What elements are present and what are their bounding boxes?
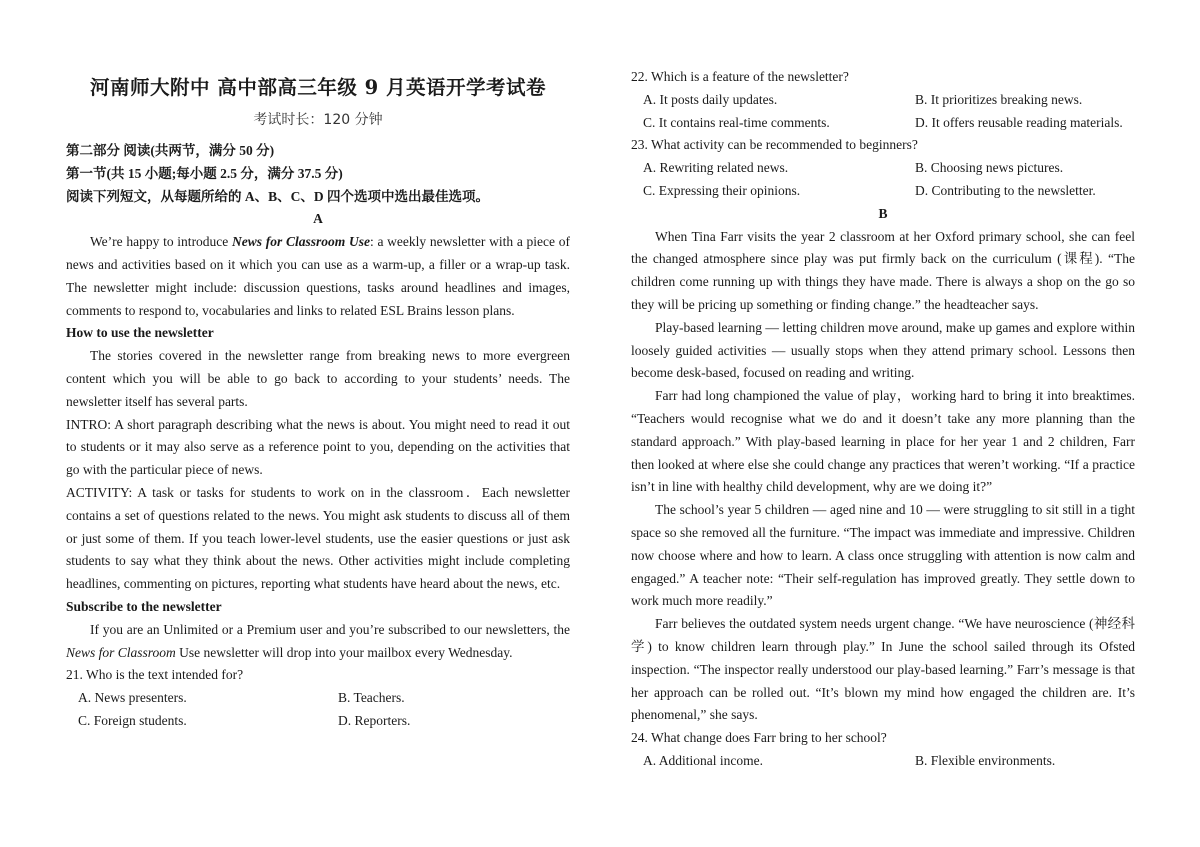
question-21-options-row-1 <box>66 687 570 710</box>
option-d: D. Reporters. <box>338 712 411 728</box>
option-a: A. Rewriting related news. <box>643 160 789 176</box>
question-23-options-row-2 <box>631 180 1135 203</box>
left-column <box>66 140 570 733</box>
exam-duration: 考试时长：120 分钟 <box>253 112 383 128</box>
question-23: 23. What activity can be recommended to beginners? <box>631 137 918 153</box>
heading-how-to-use: How to use the newsletter <box>66 325 214 341</box>
newsletter-name: News for Classroom Use <box>232 234 370 250</box>
instruction: 阅读下列短文，从每题所给的 A、B、C、D 四个选项中选出最佳选项。 <box>66 188 490 204</box>
p5-text-end: Use newsletter will drop into your mailbox every Wednesday. <box>175 644 513 660</box>
right-column <box>631 66 1135 773</box>
question-22-options-row-2 <box>631 112 1135 135</box>
heading-subscribe: Subscribe to the newsletter <box>66 598 222 614</box>
question-22-options-row-1 <box>631 89 1135 112</box>
option-a: A. News presenters. <box>78 690 187 706</box>
option-c: C. Expressing their opinions. <box>643 182 801 198</box>
exam-title: 河南师大附中 高中部高三年级 9 月英语开学考试卷 <box>90 76 546 99</box>
option-b: B. Choosing news pictures. <box>915 160 1064 176</box>
p1-text-end: : a weekly newsletter with a piece of news and activities based on it which you can use as a warm-up, a filler or a wrap-up task. The newsletter might include: discussion questions, tasks around headlines and images, comments to respond to, vocabularies and links to related ESL Brains lesson plans. <box>66 234 570 318</box>
option-d: D. Contributing to the newsletter. <box>915 182 1096 198</box>
option-c: C. It contains real-time comments. <box>643 114 830 130</box>
part-heading: 第二部分 阅读(共两节，满分 50 分) <box>66 143 275 158</box>
option-b: B. Flexible environments. <box>915 752 1056 768</box>
newsletter-name-2: News for Classroom <box>66 644 176 660</box>
question-24-options-row-1 <box>631 750 1135 773</box>
question-21-options-row-2 <box>66 710 570 733</box>
passage-b-paragraph-2: Play-based learning — letting children move around, make up games and explore within loosely guided activities — usually stops when they attend primary school. Lessons then become desk-based, focused on reading and writing. <box>631 319 1135 381</box>
question-21: 21. Who is the text intended for? <box>66 667 244 683</box>
option-d: D. It offers reusable reading materials. <box>915 114 1123 130</box>
passage-a-activity: ACTIVITY: A task or tasks for students to work on in the classroom．Each newsletter contains a set of questions related to the news. You might ask students to discuss all of them or just some of them. If you teach lower-level students, use the easier questions or just ask students to say what they think about the news. Other activities might include completing headlines, commenting on pictures, reporting what students have heard about the news, etc. <box>66 484 570 592</box>
p1-text-start: We’re happy to introduce <box>90 234 233 250</box>
option-b: B. Teachers. <box>338 690 405 706</box>
passage-a-intro: INTRO: A short paragraph describing what the news is about. You might need to read it out to students or it may also serve as a reference point to you, depending on the activities that go with the particular piece of news. <box>66 416 570 478</box>
passage-b-paragraph-1: When Tina Farr visits the year 2 classroom at her Oxford primary school, she can feel the changed atmosphere since play was put firmly back on the curriculum (课程). “The children come running up with things they have made. There is always a shop on the go so they will be pricing up something or finding change.” the headteacher says. <box>631 228 1135 312</box>
passage-a-paragraph-2: The stories covered in the newsletter range from breaking news to more evergreen content which you will be able to go back to according to your students’ needs. The newsletter itself has several parts. <box>66 348 570 409</box>
p5-text-start: If you are an Unlimited or a Premium user and you’re subscribed to our newsletters, the <box>90 621 570 637</box>
passage-b-letter: B <box>878 205 888 221</box>
passage-b-paragraph-3: Farr had long championed the value of play，working hard to bring it into breaktimes. “Teachers would recognise what we do and it doesn’t take any more planning than the standard approach.” With play-based learning in place for her year 1 and 2 children, Farr then looked at where else she could change any practices that weren’t working. “If a practice isn’t in line with healthy child development, why are we doing it?” <box>631 388 1135 495</box>
passage-a-paragraph-1 <box>66 231 570 322</box>
passage-a-paragraph-5 <box>66 619 570 665</box>
question-24: 24. What change does Farr bring to her school? <box>631 730 887 746</box>
question-23-options-row-1 <box>631 157 1135 180</box>
option-a: A. It posts daily updates. <box>643 91 778 107</box>
passage-b-paragraph-5: Farr believes the outdated system needs urgent change. “We have neuroscience (神经科学) to know children learn through play.” In June the school sailed through its Ofsted inspection. “The inspector really understood our play-based learning.” Farr’s message is that her approach can be rolled out. “It’s blown my mind how engaged the children are. It’s phenomenal,” she says. <box>631 616 1135 723</box>
passage-a-letter: A <box>313 211 323 227</box>
option-b: B. It prioritizes breaking news. <box>915 91 1083 107</box>
question-22: 22. Which is a feature of the newsletter? <box>631 69 849 84</box>
passage-b-paragraph-4: The school’s year 5 children — aged nine and 10 — were struggling to sit still in a tight space so she removed all the furniture. “The impact was immediate and impressive. Children now choose where and how to learn. A class once struggling with attention is now calm and engaged.” A teacher note: “Their self-regulation has improved greatly. They settle down to work much more readily.” <box>631 502 1135 609</box>
section-heading: 第一节(共 15 小题;每小题 2.5 分，满分 37.5 分) <box>66 165 343 181</box>
option-a: A. Additional income. <box>643 752 763 768</box>
option-c: C. Foreign students. <box>78 712 187 728</box>
